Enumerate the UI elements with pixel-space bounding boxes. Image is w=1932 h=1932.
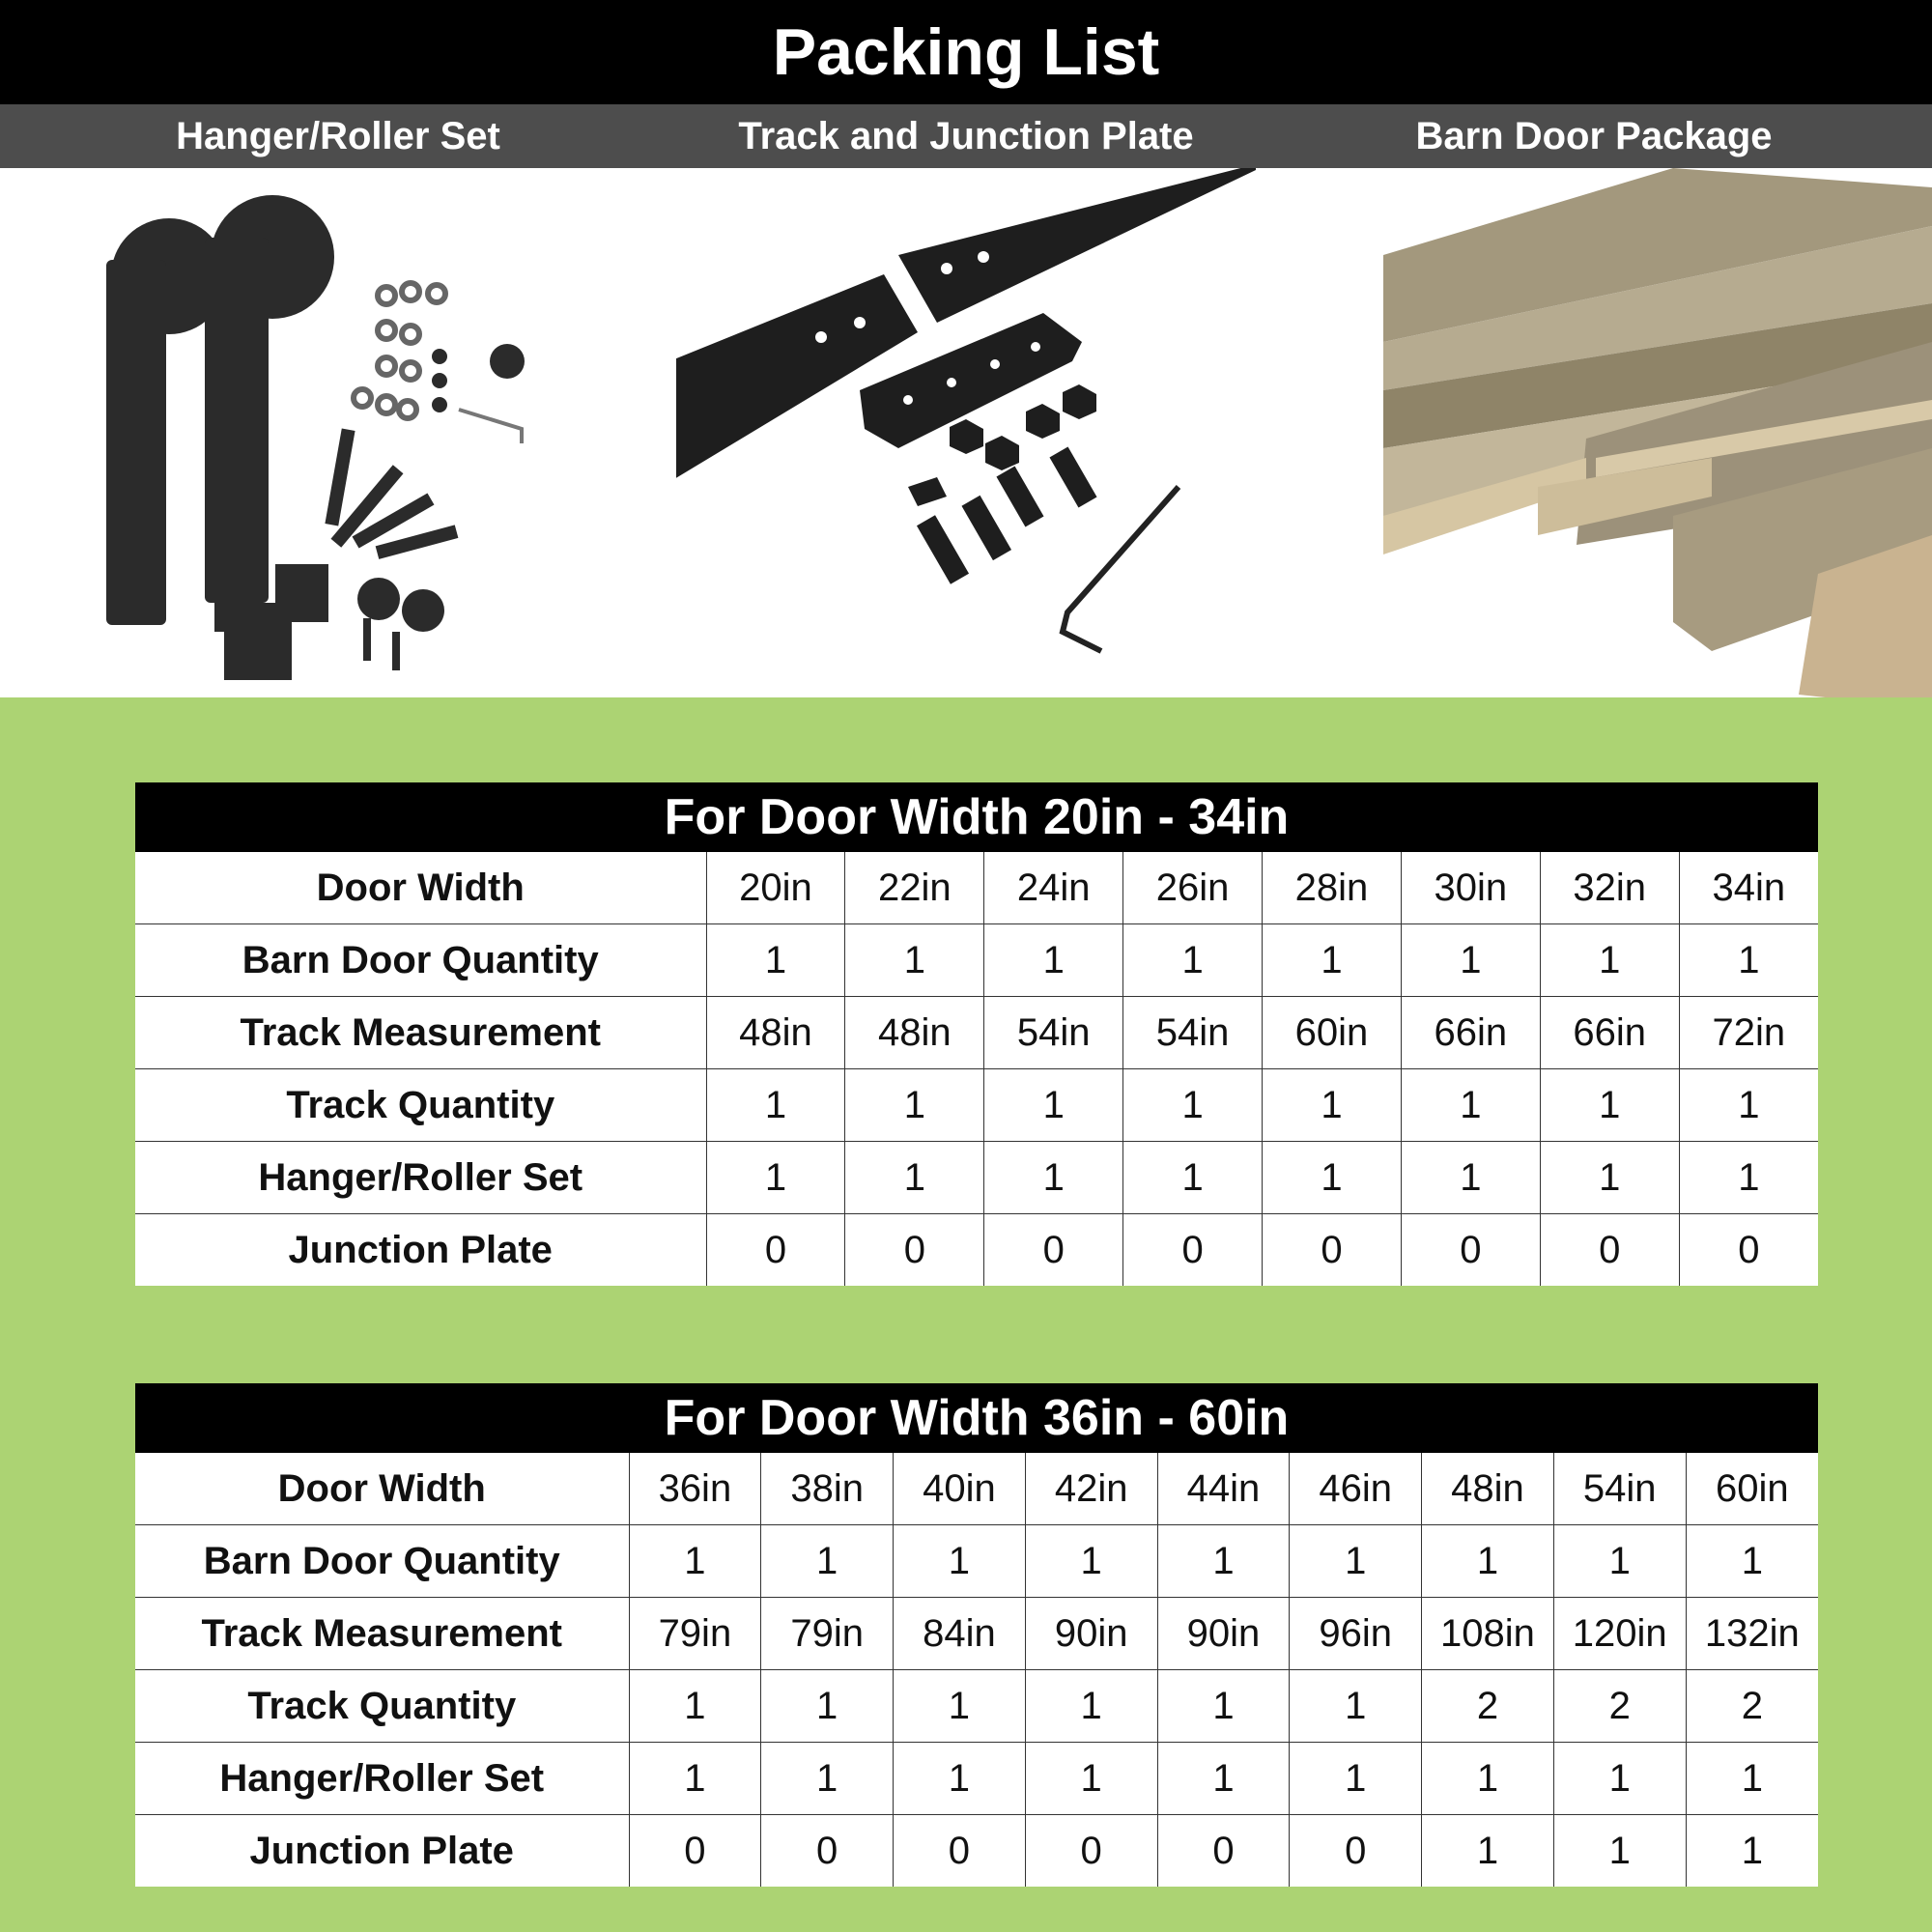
table-cell: 2 <box>1553 1670 1686 1743</box>
table-cell: 20in <box>706 852 845 924</box>
table-title: For Door Width 20in - 34in <box>135 782 1818 852</box>
table-cell: 1 <box>1401 1142 1540 1214</box>
table-cell: 26in <box>1123 852 1263 924</box>
table-cell: 30in <box>1401 852 1540 924</box>
table-cell: 1 <box>894 1670 1026 1743</box>
table-cell: 22in <box>845 852 984 924</box>
table-cell: 1 <box>1263 1069 1402 1142</box>
row-label: Track Measurement <box>135 997 706 1069</box>
table-row <box>135 1214 1818 1287</box>
table-cell: 42in <box>1025 1453 1157 1525</box>
table-cell: 48in <box>706 997 845 1069</box>
table-cell: 96in <box>1290 1598 1422 1670</box>
table-cell: 1 <box>894 1525 1026 1598</box>
table-cell: 1 <box>761 1525 894 1598</box>
table-cell: 48in <box>1422 1453 1554 1525</box>
table-cell: 1 <box>761 1743 894 1815</box>
table-cell: 1 <box>706 1142 845 1214</box>
table-cell: 2 <box>1422 1670 1554 1743</box>
table-cell: 1 <box>1741 1829 1763 1872</box>
row-label: Track Quantity <box>135 1670 629 1743</box>
table-cell: 1 <box>1123 1069 1263 1142</box>
table-cell: 1 <box>845 924 984 997</box>
track-junction-plate-photo <box>676 168 1256 697</box>
table-cell: 66in <box>1540 997 1679 1069</box>
table-cell: 132in <box>1686 1598 1818 1670</box>
page-title: Packing List <box>0 0 1932 104</box>
table-cell: 0 <box>1738 1228 1760 1271</box>
table-cell: 1 <box>1401 924 1540 997</box>
table-cell: 1 <box>1540 924 1679 997</box>
table-cell: 1 <box>1157 1743 1290 1815</box>
table-cell: 1 <box>1025 1525 1157 1598</box>
table-cell: 1 <box>894 1743 1026 1815</box>
table-cell: 84in <box>894 1598 1026 1670</box>
table-cell: 44in <box>1157 1453 1290 1525</box>
table-cell: 1 <box>1025 1743 1157 1815</box>
row-label: Track Quantity <box>135 1069 706 1142</box>
table-row <box>135 1815 1818 1888</box>
table-cell: 1 <box>845 1069 984 1142</box>
row-label: Hanger/Roller Set <box>135 1142 706 1214</box>
table-row <box>135 1598 1818 1670</box>
table-cell: 28in <box>1263 852 1402 924</box>
table-cell: 1 <box>1679 1142 1818 1214</box>
table-cell: 54in <box>984 997 1123 1069</box>
table-cell: 1 <box>1553 1525 1686 1598</box>
table-cell: 1 <box>1422 1743 1554 1815</box>
row-label: Junction Plate <box>135 1214 706 1287</box>
table-cell: 79in <box>761 1598 894 1670</box>
table-door-width-36-60 <box>135 1383 1818 1887</box>
table-row <box>135 924 1818 997</box>
table-cell: 72in <box>1679 997 1818 1069</box>
table-cell: 1 <box>629 1525 761 1598</box>
table-cell: 0 <box>894 1815 1026 1888</box>
table-cell: 1 <box>761 1670 894 1743</box>
table-cell: 0 <box>1025 1815 1157 1888</box>
table-cell: 1 <box>1290 1743 1422 1815</box>
table-title: For Door Width 36in - 60in <box>135 1383 1818 1453</box>
table-cell: 0 <box>629 1815 761 1888</box>
table-cell: 36in <box>629 1453 761 1525</box>
table-cell: 34in <box>1679 852 1818 924</box>
table-cell: 1 <box>984 1069 1123 1142</box>
table-cell: 1 <box>845 1142 984 1214</box>
table-cell: 66in <box>1401 997 1540 1069</box>
table-cell: 1 <box>1422 1525 1554 1598</box>
table-cell: 2 <box>1686 1670 1818 1743</box>
table-cell: 1 <box>1123 1142 1263 1214</box>
table-cell: 1 <box>1290 1525 1422 1598</box>
table-row <box>135 997 1818 1069</box>
table-cell: 1 <box>1540 1142 1679 1214</box>
table-cell: 0 <box>1401 1214 1540 1287</box>
packing-table <box>135 852 1818 1286</box>
row-label: Door Width <box>135 1453 629 1525</box>
table-cell: 79in <box>629 1598 761 1670</box>
row-label: Barn Door Quantity <box>135 1525 629 1598</box>
table-cell: 1 <box>1263 1142 1402 1214</box>
table-cell: 1 <box>1263 924 1402 997</box>
table-cell: 1 <box>1553 1815 1686 1888</box>
table-cell: 0 <box>1157 1815 1290 1888</box>
table-row <box>135 852 1818 924</box>
table-cell: 1 <box>629 1670 761 1743</box>
table-cell: 1 <box>984 1142 1123 1214</box>
table-cell: 38in <box>761 1453 894 1525</box>
table-cell: 48in <box>845 997 984 1069</box>
table-cell: 1 <box>984 924 1123 997</box>
table-cell: 60in <box>1686 1453 1818 1525</box>
table-cell: 1 <box>1401 1069 1540 1142</box>
row-label: Junction Plate <box>135 1815 629 1888</box>
table-cell: 0 <box>1123 1214 1263 1287</box>
row-label: Track Measurement <box>135 1598 629 1670</box>
table-cell: 46in <box>1290 1453 1422 1525</box>
table-cell: 1 <box>629 1743 761 1815</box>
table-cell: 1 <box>1157 1670 1290 1743</box>
table-row <box>135 1142 1818 1214</box>
table-cell: 120in <box>1553 1598 1686 1670</box>
table-row <box>135 1525 1818 1598</box>
table-cell: 54in <box>1553 1453 1686 1525</box>
section-label-barn-door: Barn Door Package <box>1415 115 1773 157</box>
table-row <box>135 1670 1818 1743</box>
table-cell: 0 <box>1540 1214 1679 1287</box>
table-cell: 40in <box>894 1453 1026 1525</box>
table-row <box>135 1743 1818 1815</box>
table-cell: 0 <box>984 1214 1123 1287</box>
table-cell: 1 <box>1123 924 1263 997</box>
table-cell: 108in <box>1422 1598 1554 1670</box>
table-cell: 1 <box>1290 1670 1422 1743</box>
table-cell: 90in <box>1025 1598 1157 1670</box>
row-label: Barn Door Quantity <box>135 924 706 997</box>
table-cell: 54in <box>1123 997 1263 1069</box>
table-cell: 24in <box>984 852 1123 924</box>
table-cell: 1 <box>1422 1815 1554 1888</box>
table-cell: 1 <box>1679 924 1818 997</box>
table-cell: 0 <box>1290 1815 1422 1888</box>
table-cell: 0 <box>761 1815 894 1888</box>
table-cell: 1 <box>1025 1670 1157 1743</box>
table-cell: 1 <box>1686 1525 1818 1598</box>
product-photos <box>0 168 1932 697</box>
section-label-track-junction: Track and Junction Plate <box>738 115 1194 157</box>
table-door-width-20-34 <box>135 782 1818 1286</box>
table-cell: 32in <box>1540 852 1679 924</box>
barn-door-package-photo <box>1383 168 1932 697</box>
table-cell: 0 <box>845 1214 984 1287</box>
table-cell: 1 <box>706 1069 845 1142</box>
section-label-hanger-roller: Hanger/Roller Set <box>176 115 500 157</box>
row-label: Hanger/Roller Set <box>135 1743 629 1815</box>
table-cell: 1 <box>1686 1743 1818 1815</box>
table-row <box>135 1069 1818 1142</box>
table-cell: 90in <box>1157 1598 1290 1670</box>
table-cell: 1 <box>1157 1525 1290 1598</box>
packing-table <box>135 1453 1818 1887</box>
table-cell: 0 <box>1263 1214 1402 1287</box>
table-row <box>135 1453 1818 1525</box>
table-cell: 1 <box>1540 1069 1679 1142</box>
table-cell: 1 <box>1553 1743 1686 1815</box>
hanger-roller-set-photo <box>0 168 676 697</box>
section-header-bar <box>0 104 1932 168</box>
table-cell: 1 <box>706 924 845 997</box>
table-cell: 1 <box>1679 1069 1818 1142</box>
row-label: Door Width <box>135 852 706 924</box>
table-cell: 0 <box>706 1214 845 1287</box>
table-cell: 60in <box>1263 997 1402 1069</box>
